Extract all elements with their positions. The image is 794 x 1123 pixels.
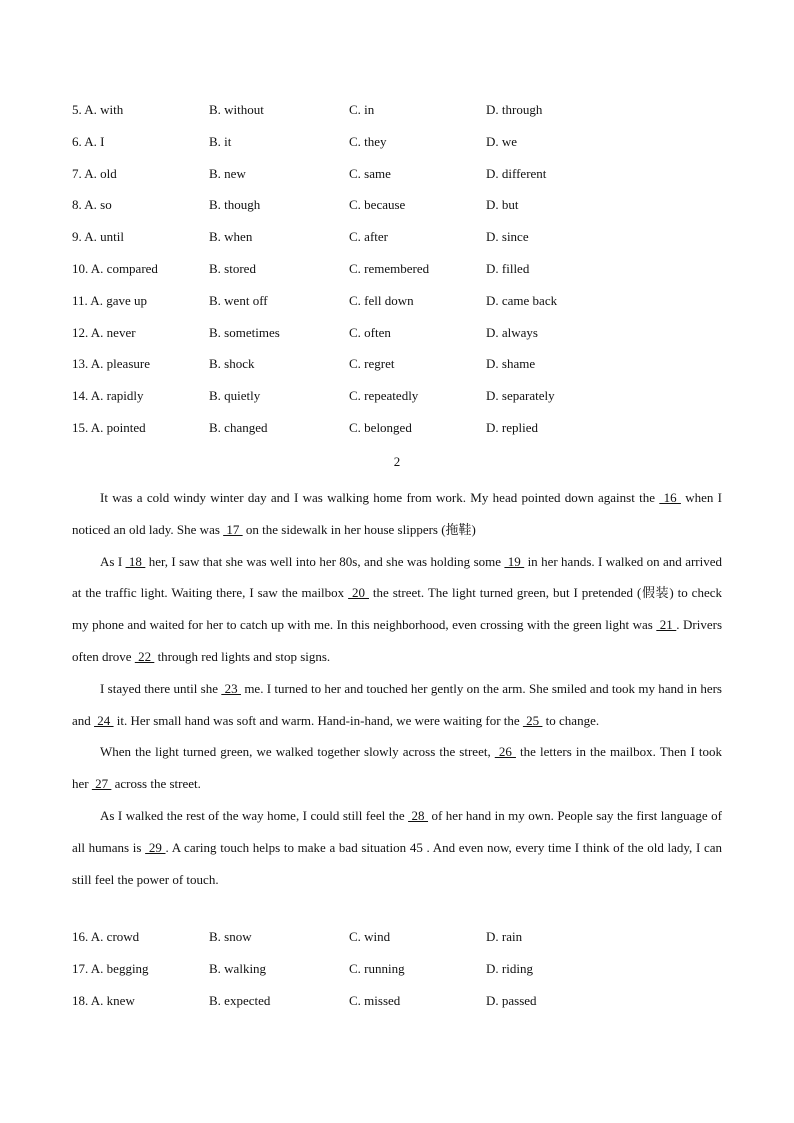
option-a: 8. A. so [72, 197, 112, 213]
option-a: 17. A. begging [72, 960, 149, 976]
blank-22: 22 [134, 648, 155, 664]
option-b: B. new [209, 165, 246, 181]
option-a: 10. A. compared [72, 260, 158, 276]
text: I stayed there until she [100, 680, 222, 696]
blank-18: 18 [125, 553, 146, 569]
option-a: 13. A. pleasure [72, 356, 150, 372]
options-list-16-18 [72, 927, 732, 1022]
option-d: D. through [486, 102, 543, 117]
option-a: 11. A. gave up [72, 292, 147, 308]
option-c: C. remembered [349, 260, 430, 276]
text: the letters in the mailbox. Then I took her [72, 744, 723, 792]
blank-19: 19 [504, 553, 525, 569]
option-c: C. they [349, 133, 387, 149]
blank-23: 23 [221, 680, 241, 696]
option-d: D. filled [486, 260, 530, 276]
option-b: B. sometimes [209, 324, 280, 340]
option-c: C. regret [349, 356, 395, 372]
option-row-9 [72, 227, 732, 259]
option-a: 7. A. old [72, 165, 117, 181]
option-c: C. often [349, 324, 391, 340]
option-row-16 [72, 927, 732, 959]
option-d: D. separately [486, 388, 555, 404]
blank-16: 16 [659, 490, 681, 505]
option-b: B. without [209, 102, 264, 117]
option-d: D. different [486, 165, 547, 181]
option-row-5 [72, 100, 732, 132]
text: When the light turned green, we walked together slowly across the street, [100, 744, 495, 760]
option-row-12 [72, 323, 732, 355]
option-b: B. changed [209, 419, 268, 435]
option-row-10 [72, 259, 732, 291]
blank-24: 24 [94, 712, 114, 728]
option-c: C. because [349, 197, 406, 213]
blank-28: 28 [408, 807, 429, 823]
paragraph-3 [72, 673, 722, 737]
option-b: B. when [209, 229, 253, 245]
blank-21: 21 [656, 617, 677, 633]
option-d: D. since [486, 229, 529, 245]
section-number: 2 [393, 454, 401, 469]
option-b: B. expected [209, 992, 271, 1008]
text: through red lights and stop signs. [154, 648, 331, 664]
blank-25: 25 [522, 712, 543, 728]
option-a: 6. A. I [72, 133, 105, 149]
option-c: C. running [349, 960, 405, 976]
option-b: B. walking [209, 960, 267, 976]
text: It was a cold windy winter day and I was walking home from work. My head pointed down against the [100, 490, 660, 505]
option-a: 14. A. rapidly [72, 388, 144, 404]
blank-27: 27 [91, 776, 112, 792]
option-row-6 [72, 132, 732, 164]
option-a: 9. A. until [72, 229, 125, 245]
option-d: D. we [486, 133, 518, 149]
option-c: C. missed [349, 992, 401, 1008]
option-d: D. always [486, 324, 538, 340]
option-row-8 [72, 195, 732, 227]
text: . Drivers often drove [72, 617, 722, 664]
cloze-passage [72, 482, 722, 895]
option-row-11 [72, 291, 732, 323]
text: of her hand in my own. People say the first language of all humans is [72, 807, 722, 855]
option-a: 16. A. crowd [72, 929, 140, 944]
option-a: 18. A. knew [72, 992, 135, 1008]
option-d: D. rain [486, 929, 523, 944]
text: her, I saw that she was well into her 80s, and she was holding some [145, 553, 505, 569]
blank-29: 29 [145, 839, 166, 855]
option-b: B. stored [209, 260, 256, 276]
paragraph-1 [72, 482, 722, 546]
option-c: C. same [349, 165, 391, 181]
text: . A caring touch helps to make a bad situation 45 . And even now, every time I think of the old lady, I can still feel the power of touch. [72, 839, 723, 887]
option-c: C. wind [349, 929, 391, 944]
option-b: B. though [209, 197, 261, 213]
option-row-18 [72, 991, 732, 1023]
option-a: 15. A. pointed [72, 419, 146, 435]
text: As I walked the rest of the way home, I could still feel the [100, 807, 409, 823]
paragraph-4 [72, 736, 722, 800]
text: me. I turned to her and touched her gently on the arm. She smiled and took my hand in hers and [72, 680, 722, 728]
option-b: B. went off [209, 292, 268, 308]
text: across the street. [111, 776, 201, 792]
blank-26: 26 [494, 744, 516, 760]
option-d: D. passed [486, 992, 537, 1008]
text: when I noticed an old lady. She was [72, 490, 722, 537]
option-row-17 [72, 959, 732, 991]
text: it. Her small hand was soft and warm. Hand-in-hand, we were waiting for the [113, 712, 523, 728]
option-d: D. but [486, 197, 519, 213]
text: to change. [542, 712, 600, 728]
option-c: C. fell down [349, 292, 414, 308]
option-c: C. after [349, 229, 388, 245]
text: the street. The light turned green, but I pretended (假装) to check my phone and waited for her to catch up with me. In this neighborhood, even crossing with the green light was [72, 585, 722, 633]
text: As I [100, 553, 126, 569]
paragraph-2 [72, 546, 722, 673]
option-c: C. in [349, 102, 375, 117]
text: in her hands. I walked on and arrived at the traffic light. Waiting there, I saw the mailbox [72, 553, 723, 601]
option-b: B. shock [209, 356, 255, 372]
option-b: B. it [209, 133, 232, 149]
blank-17: 17 [223, 521, 243, 537]
option-a: 5. A. with [72, 102, 124, 117]
option-d: D. riding [486, 960, 533, 976]
option-c: C. belonged [349, 419, 412, 435]
option-b: B. quietly [209, 388, 261, 404]
option-d: D. shame [486, 356, 536, 372]
paragraph-5 [72, 800, 722, 895]
option-row-7 [72, 164, 732, 196]
options-list-5-15 [72, 100, 732, 450]
blank-20: 20 [348, 585, 369, 601]
option-d: D. came back [486, 292, 558, 308]
text: on the sidewalk in her house slippers (拖鞋) [242, 521, 476, 537]
option-d: D. replied [486, 419, 538, 435]
option-a: 12. A. never [72, 324, 136, 340]
option-b: B. snow [209, 929, 252, 944]
option-c: C. repeatedly [349, 388, 419, 404]
option-row-15 [72, 418, 732, 450]
option-row-14 [72, 386, 732, 418]
option-row-13 [72, 354, 732, 386]
